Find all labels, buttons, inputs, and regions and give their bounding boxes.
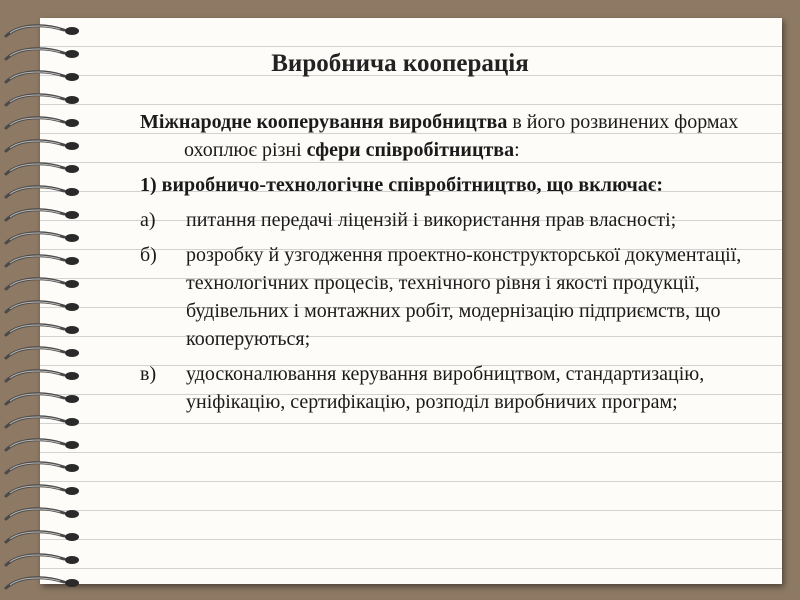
spiral-hole — [65, 27, 79, 35]
spiral-hole — [65, 165, 79, 173]
spiral-ring — [6, 509, 64, 519]
list-item-text: розробку й узгодження проектно-конструкторської документації, технологічних процесів, технічного рівня і якості продукції, будівельних і монтажних робіт, модернізацію підприємств, що кооперуються; — [186, 244, 742, 350]
spiral-hole — [65, 96, 79, 104]
intro-paragraph — [140, 108, 770, 164]
spiral-ring — [6, 371, 64, 381]
spiral-binding-icon — [0, 0, 80, 600]
intro-colon: : — [514, 139, 520, 161]
list-item-marker: в) — [140, 363, 157, 385]
spiral-ring — [6, 578, 64, 588]
intro-bold-term: Міжнародне кооперування виробництва — [140, 111, 508, 133]
spiral-ring — [6, 164, 64, 174]
spiral-hole — [65, 533, 79, 541]
spiral-hole — [65, 326, 79, 334]
spiral-ring — [6, 187, 64, 197]
spiral-ring — [6, 417, 64, 427]
list-item-marker: б) — [140, 244, 157, 266]
spiral-hole — [65, 441, 79, 449]
spiral-hole — [65, 556, 79, 564]
slide-title: Виробнича кооперація — [271, 50, 529, 77]
spiral-ring — [6, 486, 64, 496]
spiral-ring — [6, 394, 64, 404]
spiral-ring — [6, 118, 64, 128]
spiral-ring — [6, 26, 64, 36]
spiral-ring — [6, 95, 64, 105]
spiral-ring — [6, 141, 64, 151]
spiral-hole — [65, 349, 79, 357]
spiral-ring — [6, 256, 64, 266]
spiral-hole — [65, 303, 79, 311]
spiral-ring — [6, 555, 64, 565]
spiral-hole — [65, 579, 79, 587]
spiral-ring — [6, 325, 64, 335]
list-item-text: питання передачі ліцензій і використання прав власності; — [186, 209, 677, 231]
list-item — [140, 241, 770, 353]
spiral-ring — [6, 233, 64, 243]
spiral-hole — [65, 464, 79, 472]
spiral-hole — [65, 142, 79, 150]
spiral-hole — [65, 487, 79, 495]
list-item-text: удосконалювання керування виробництвом, стандартизацію, уніфікацію, сертифікацію, розподіл виробничих програм; — [186, 363, 705, 413]
spiral-hole — [65, 119, 79, 127]
spiral-hole — [65, 188, 79, 196]
spiral-hole — [65, 510, 79, 518]
list-item — [140, 206, 770, 234]
spiral-hole — [65, 372, 79, 380]
spiral-hole — [65, 280, 79, 288]
spiral-hole — [65, 395, 79, 403]
list-item-marker: а) — [140, 209, 156, 231]
intro-bold-phrase: сфери співробітництва — [306, 139, 515, 161]
spiral-ring — [6, 348, 64, 358]
intro-text: в його розвинених формах охоплює різні — [184, 111, 739, 161]
section-heading: 1) виробничо-технологічне співробітництво, що включає: — [140, 174, 664, 196]
spiral-hole — [65, 234, 79, 242]
spiral-ring — [6, 302, 64, 312]
list-item — [140, 360, 770, 416]
spiral-ring — [6, 532, 64, 542]
spiral-hole — [65, 418, 79, 426]
spiral-ring — [6, 279, 64, 289]
spiral-ring — [6, 463, 64, 473]
spiral-ring — [6, 440, 64, 450]
slide-body — [140, 108, 770, 423]
spiral-hole — [65, 257, 79, 265]
spiral-hole — [65, 211, 79, 219]
spiral-ring — [6, 210, 64, 220]
